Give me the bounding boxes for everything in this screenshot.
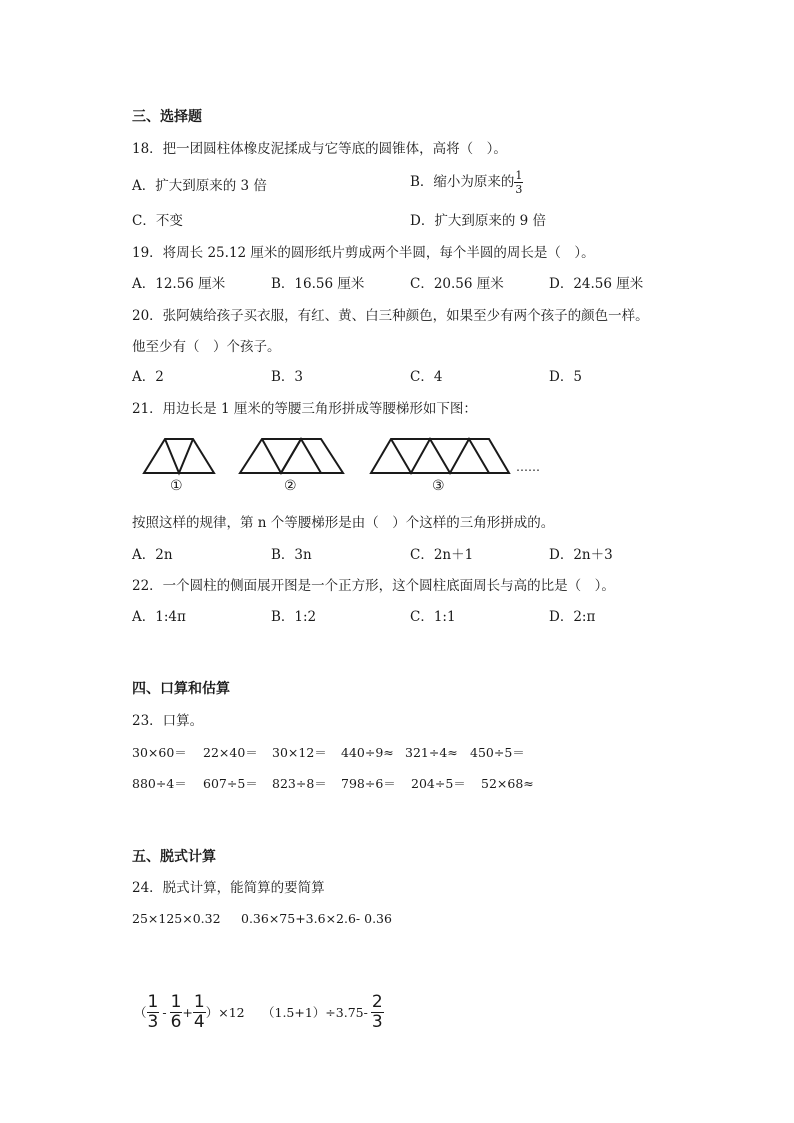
mental-calc-item: 52×68≈ — [481, 776, 534, 791]
step-calc-expr-3 — [134, 994, 245, 1031]
question-20-stem-line2: 他至少有（ ）个孩子。 — [132, 339, 281, 355]
close-paren-times: ）×12 — [205, 1004, 245, 1020]
q20-option-b: B．3 — [271, 369, 304, 385]
q19-option-c: C．20.56 厘米 — [410, 276, 504, 292]
mental-calc-item: 607÷5＝ — [203, 776, 258, 791]
q20-option-d: D．5 — [549, 369, 582, 385]
q20-option-c: C．4 — [410, 369, 443, 385]
question-23-stem: 23．口算。 — [132, 713, 204, 729]
q21-option-b: B．3n — [271, 547, 312, 563]
figure-label-3: ③ — [432, 478, 445, 494]
question-18-stem: 18．把一团圆柱体橡皮泥揉成与它等底的圆锥体，高将（ ）。 — [132, 141, 507, 157]
fraction-numerator: 1 — [515, 169, 523, 182]
figure-ellipsis: …… — [516, 460, 540, 474]
q19-option-d: D．24.56 厘米 — [549, 276, 644, 292]
step-calc-expr-2: 0.36×75+3.6×2.6- 0.36 — [241, 911, 392, 926]
q22-option-a: A．1:4π — [132, 609, 186, 625]
mental-calc-item: 204÷5＝ — [411, 776, 466, 791]
q18-option-b — [410, 170, 523, 195]
fraction-numerator: 2 — [371, 992, 383, 1012]
fraction — [147, 994, 160, 1031]
fraction — [514, 170, 523, 195]
question-21-stem: 21．用边长是 1 厘米的等腰三角形拼成等腰梯形如下图： — [132, 401, 477, 417]
question-20-stem-line1: 20．张阿姨给孩子买衣服，有红、黄、白三种颜色，如果至少有两个孩子的颜色一样。 — [132, 308, 649, 324]
fraction — [371, 994, 384, 1031]
mental-calc-item: 321÷4≈ — [405, 745, 458, 760]
trapezoid-figure-3 — [371, 439, 509, 473]
mental-calc-item: 30×12＝ — [272, 745, 327, 760]
section-title-choice: 三、选择题 — [132, 109, 202, 125]
question-21-prompt: 按照这样的规律，第 n 个等腰梯形是由（ ）个这样的三角形拼成的。 — [132, 515, 555, 531]
fraction — [193, 994, 206, 1031]
mental-calc-item: 798÷6＝ — [341, 776, 396, 791]
fraction-numerator: 1 — [147, 992, 159, 1012]
step-calc-expr-1: 25×125×0.32 — [132, 911, 221, 926]
fraction-denominator: 3 — [371, 1012, 383, 1032]
plus-sign: + — [182, 1004, 193, 1020]
q22-option-b: B．1:2 — [271, 609, 317, 625]
expr-4-text: （1.5+1）÷3.75- — [262, 1004, 368, 1020]
fraction-denominator: 3 — [515, 183, 523, 196]
trapezoid-figures — [0, 430, 794, 480]
q18-option-b-text: B．缩小为原来的 — [410, 174, 515, 190]
figure-label-1: ① — [170, 478, 183, 494]
mental-calc-item: 450÷5＝ — [470, 745, 525, 760]
fraction-denominator: 4 — [193, 1012, 205, 1032]
section-title-step-calc: 五、脱式计算 — [132, 849, 216, 865]
mental-calc-item: 880÷4＝ — [132, 776, 187, 791]
minus-sign: - — [162, 1004, 167, 1020]
mental-calc-item: 30×60＝ — [132, 745, 187, 760]
fraction-numerator: 1 — [170, 992, 182, 1012]
question-24-stem: 24．脱式计算，能简算的要简算 — [132, 880, 325, 896]
question-19-stem: 19．将周长 25.12 厘米的圆形纸片剪成两个半圆，每个半圆的周长是（ ）。 — [132, 245, 595, 261]
trapezoid-figure-2 — [240, 439, 343, 473]
trapezoid-figure-1 — [144, 439, 214, 473]
question-22-stem: 22．一个圆柱的侧面展开图是一个正方形，这个圆柱底面周长与高的比是（ ）。 — [132, 578, 615, 594]
fraction — [170, 994, 183, 1031]
open-paren: （ — [134, 1004, 147, 1020]
fraction-denominator: 3 — [147, 1012, 159, 1032]
fraction-denominator: 6 — [170, 1012, 182, 1032]
q18-option-a: A．扩大到原来的 3 倍 — [132, 178, 267, 194]
q19-option-a: A．12.56 厘米 — [132, 276, 226, 292]
section-title-mental-math: 四、口算和估算 — [132, 681, 230, 697]
fraction-numerator: 1 — [193, 992, 205, 1012]
q18-option-d: D．扩大到原来的 9 倍 — [410, 213, 546, 229]
mental-calc-item: 22×40＝ — [203, 745, 258, 760]
step-calc-expr-4 — [262, 994, 384, 1031]
q18-option-c: C．不变 — [132, 213, 183, 229]
mental-calc-item: 823÷8＝ — [272, 776, 327, 791]
mental-calc-item: 440÷9≈ — [341, 745, 394, 760]
q21-option-d: D．2n＋3 — [549, 547, 613, 563]
q19-option-b: B．16.56 厘米 — [271, 276, 365, 292]
q22-option-d: D．2:π — [549, 609, 596, 625]
q20-option-a: A．2 — [132, 369, 164, 385]
q21-option-c: C．2n＋1 — [410, 547, 474, 563]
q22-option-c: C．1:1 — [410, 609, 456, 625]
q21-option-a: A．2n — [132, 547, 173, 563]
figure-label-2: ② — [284, 478, 297, 494]
